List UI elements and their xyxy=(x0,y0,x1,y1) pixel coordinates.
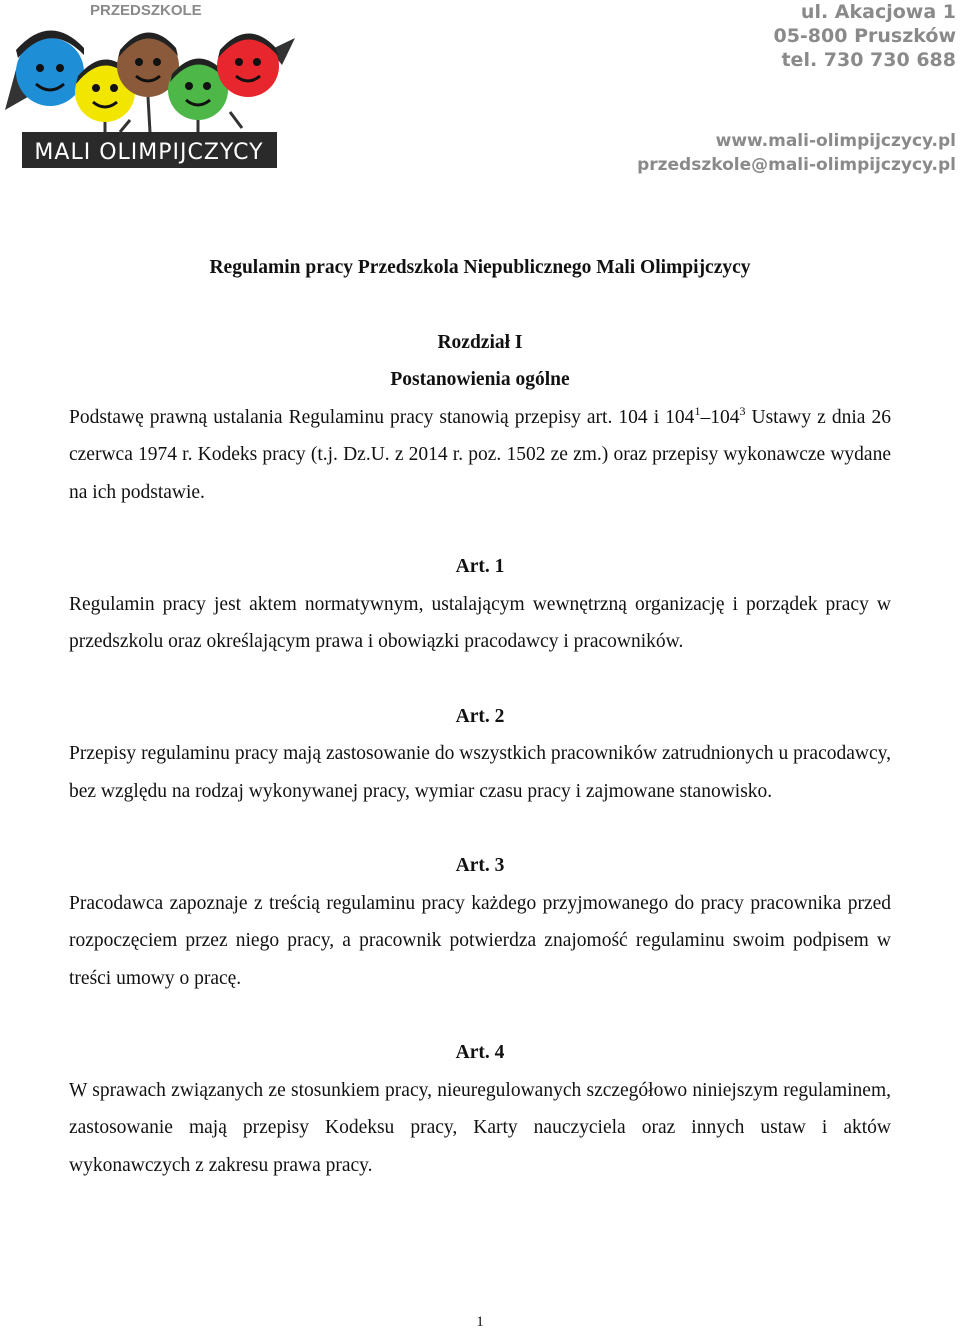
chapter-heading: Rozdział I xyxy=(437,331,523,353)
article-3-text: Pracodawca zapoznaje z treścią regulaminu pracy każdego przyjmowanego do pracy pracownika przed rozpoczęciem przez niego pracy, a pracownik potwierdza znajomość regulaminu swoim podpisem w treści umowy o pracę. xyxy=(69,892,891,989)
article-1-heading: Art. 1 xyxy=(455,556,505,577)
intro-paragraph: Podstawę prawną ustalania Regulaminu pracy stanowią przepisy art. 104 i $104^1-104^3$ Ustawy z dnia 26 czerwca 1974 r. Kodeks pracy (t.j. Dz.U. z 2014 r. poz. 1502 ze zm.) oraz przepisy wykonawcze wydane na ich podstawie. xyxy=(69,403,891,503)
phone-number: tel. 730 730 688 xyxy=(781,49,956,71)
chapter-title: Postanowienia ogólne xyxy=(390,369,570,390)
article-2-heading: Art. 2 xyxy=(455,705,505,727)
contact-info xyxy=(637,0,956,177)
article-1-text: Regulamin pracy jest aktem normatywnym, ustalającym wewnętrzną organizację i porządek pracy w przedszkolu oraz określającym prawa i obowiązki pracodawcy i pracowników. xyxy=(69,593,891,652)
article-4-text: W sprawach związanych ze stosunkiem pracy, nieuregulowanych szczegółowo niniejszym regulaminem, zastosowanie mają przepisy Kodeksu pracy, Karty nauczyciela oraz innych ustaw i aktów wykonawczych z zakresu prawa pracy. xyxy=(69,1079,891,1176)
article-2-text: Przepisy regulaminu pracy mają zastosowanie do wszystkich pracowników zatrudnionych u pracodawcy, bez względu na rodzaj wykonywanej pracy, wymiar czasu pracy i zajmowane stanowisko. xyxy=(69,743,891,802)
document-body xyxy=(69,249,891,1184)
document-title: Regulamin pracy Przedszkola Niepublicznego Mali Olimpijczycy xyxy=(209,257,751,278)
website-link[interactable]: www.mali-olimpijczycy.pl xyxy=(715,131,956,151)
logo-top-text: PRZEDSZKOLE xyxy=(90,2,202,19)
email-link[interactable]: przedszkole@mali-olimpijczycy.pl xyxy=(637,155,956,175)
address-line2: 05-800 Pruszków xyxy=(773,25,956,47)
preschool-logo xyxy=(0,0,300,175)
logo-bottom-text: MALI OLIMPIJCZYCY xyxy=(34,140,264,165)
article-3-heading: Art. 3 xyxy=(455,855,505,876)
article-4-heading: Art. 4 xyxy=(455,1042,505,1063)
logo-graphic xyxy=(0,0,300,175)
page-number: 1 xyxy=(476,1314,484,1330)
address-line1: ul. Akacjowa 1 xyxy=(800,1,956,23)
